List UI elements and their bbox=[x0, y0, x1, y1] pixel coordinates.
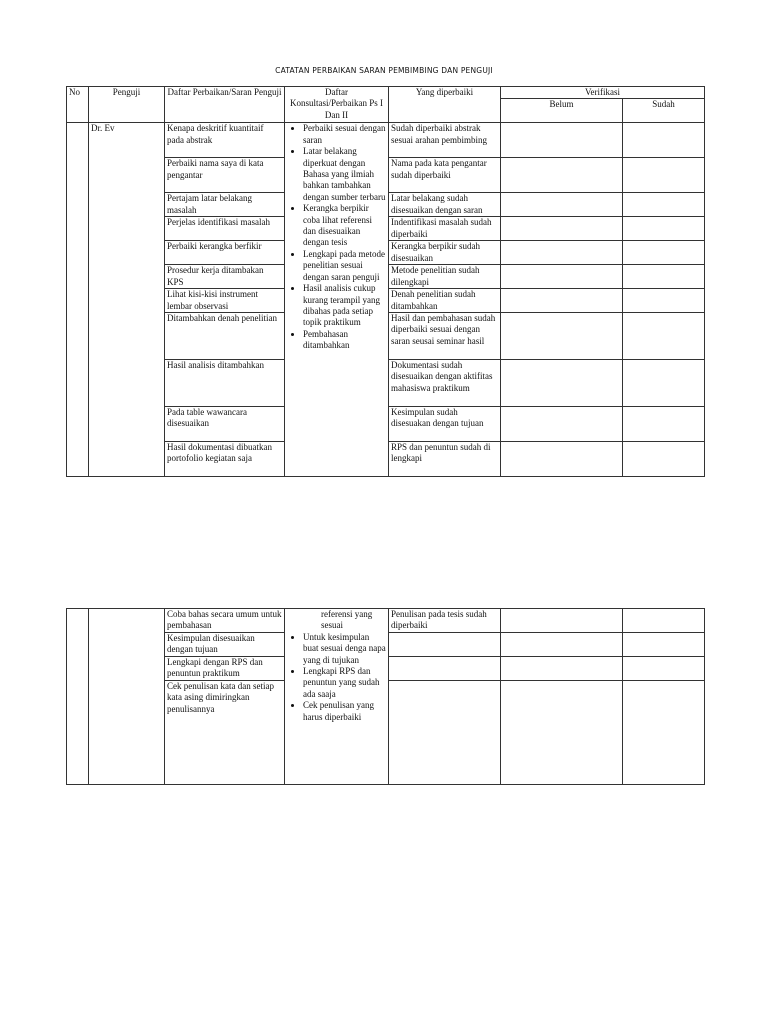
verifikasi-sudah bbox=[623, 241, 705, 265]
verifikasi-belum bbox=[501, 217, 623, 241]
saran-item: Perjelas identifikasi masalah bbox=[165, 217, 285, 241]
saran-item: Prosedur kerja ditambakan KPS bbox=[165, 265, 285, 289]
diperbaiki-item: Penulisan pada tesis sudah diperbaiki bbox=[389, 609, 501, 633]
diperbaiki-item: Metode penelitian sudah dilengkapi bbox=[389, 265, 501, 289]
cell-penguji bbox=[89, 609, 165, 785]
diperbaiki-item: Kesimpulan sudah disesuakan dengan tujuan bbox=[389, 407, 501, 442]
saran-item: Kesimpulan disesuaikan dengan tujuan bbox=[165, 633, 285, 657]
list-item: • Lengkapi RPS dan penuntun yang sudah ada saaja bbox=[303, 666, 386, 700]
verifikasi-belum bbox=[501, 289, 623, 313]
konsultasi-cell bbox=[285, 609, 389, 785]
verifikasi-belum bbox=[501, 265, 623, 289]
list-item: • Kerangka berpikir coba lihat referensi dan disesuaikan dengan tesis bbox=[303, 203, 386, 249]
verifikasi-belum bbox=[501, 681, 623, 785]
header-sudah: Sudah bbox=[623, 99, 705, 123]
diperbaiki-item: Kerangka berpikir sudah disesuaikan bbox=[389, 241, 501, 265]
verifikasi-sudah bbox=[623, 217, 705, 241]
verifikasi-sudah bbox=[623, 681, 705, 785]
saran-item: Coba bahas secara umum untuk pembahasan bbox=[165, 609, 285, 633]
verifikasi-sudah bbox=[623, 609, 705, 633]
verifikasi-sudah bbox=[623, 123, 705, 158]
verifikasi-belum bbox=[501, 360, 623, 407]
list-item: • Lengkapi pada metode penelitian sesuai dengan saran penguji bbox=[303, 249, 386, 283]
header-daftar-konsultasi: Daftar Konsultasi/Perbaikan Ps I Dan II bbox=[285, 87, 389, 123]
list-item: • Hasil analisis cukup kurang terampil yang dibahas pada setiap topik praktikum bbox=[303, 283, 386, 329]
saran-item: Lihat kisi-kisi instrument lembar observasi bbox=[165, 289, 285, 313]
saran-item: Ditambahkan denah penelitian bbox=[165, 313, 285, 360]
verifikasi-sudah bbox=[623, 265, 705, 289]
diperbaiki-item: Indentifikasi masalah sudah diperbaiki bbox=[389, 217, 501, 241]
list-item: • Latar belakang diperkuat dengan Bahasa yang ilmiah bahkan tambahkan dengan sumber terbaru bbox=[303, 146, 386, 203]
verifikasi-sudah bbox=[623, 360, 705, 407]
verifikasi-belum bbox=[501, 657, 623, 681]
list-item: • Pembahasan ditambahkan bbox=[303, 329, 386, 352]
verifikasi-belum bbox=[501, 158, 623, 193]
diperbaiki-item: RPS dan penuntun sudah di lengkapi bbox=[389, 442, 501, 477]
cell-no bbox=[67, 609, 89, 785]
konsultasi-list bbox=[287, 632, 386, 723]
konsultasi-list bbox=[287, 123, 386, 351]
verifikasi-belum bbox=[501, 609, 623, 633]
diperbaiki-item: Nama pada kata pengantar sudah diperbaiki bbox=[389, 158, 501, 193]
saran-item: Pertajam latar belakang masalah bbox=[165, 193, 285, 217]
saran-item: Pada table wawancara disesuaikan bbox=[165, 407, 285, 442]
saran-item: Perbaiki nama saya di kata pengantar bbox=[165, 158, 285, 193]
page-title: CATATAN PERBAIKAN SARAN PEMBIMBING DAN PENGUJI bbox=[275, 66, 493, 75]
header-no: No bbox=[67, 87, 89, 123]
verifikasi-sudah bbox=[623, 289, 705, 313]
saran-item: Hasil dokumentasi dibuatkan portofolio kegiatan saja bbox=[165, 442, 285, 477]
header-penguji: Penguji bbox=[89, 87, 165, 123]
verifikasi-sudah bbox=[623, 442, 705, 477]
verifikasi-belum bbox=[501, 633, 623, 657]
header-daftar-saran: Daftar Perbaikan/Saran Penguji bbox=[165, 87, 285, 123]
verifikasi-sudah bbox=[623, 158, 705, 193]
list-item: • Untuk kesimpulan buat sesuai denga napa yang di tujukan bbox=[303, 632, 386, 666]
header-belum: Belum bbox=[501, 99, 623, 123]
diperbaiki-item bbox=[389, 633, 501, 657]
cell-no bbox=[67, 123, 89, 477]
list-item: • Cek penulisan yang harus diperbaiki bbox=[303, 700, 386, 723]
list-item: • Perbaiki sesuai dengan saran bbox=[303, 123, 386, 146]
saran-item: Cek penulisan kata dan setiap kata asing dimiringkan penulisannya bbox=[165, 681, 285, 785]
saran-item: Lengkapi dengan RPS dan penuntun praktikum bbox=[165, 657, 285, 681]
verifikasi-sudah bbox=[623, 633, 705, 657]
header-yang-diperbaiki: Yang diperbaiki bbox=[389, 87, 501, 123]
konsultasi-continued: referensi yang sesuai bbox=[321, 609, 373, 631]
saran-item: Perbaiki kerangka berfikir bbox=[165, 241, 285, 265]
verifikasi-sudah bbox=[623, 657, 705, 681]
saran-item: Hasil analisis ditambahkan bbox=[165, 360, 285, 407]
diperbaiki-item: Dokumentasi sudah disesuaikan dengan aktifitas mahasiswa praktikum bbox=[389, 360, 501, 407]
verifikasi-belum bbox=[501, 442, 623, 477]
verifikasi-sudah bbox=[623, 193, 705, 217]
diperbaiki-item bbox=[389, 681, 501, 785]
verifikasi-belum bbox=[501, 241, 623, 265]
cell-penguji: Dr. Ev bbox=[89, 123, 165, 477]
verifikasi-belum bbox=[501, 193, 623, 217]
diperbaiki-item: Latar belakang sudah disesuaikan dengan saran bbox=[389, 193, 501, 217]
diperbaiki-item: Sudah diperbaiki abstrak sesuai arahan pembimbing bbox=[389, 123, 501, 158]
diperbaiki-item bbox=[389, 657, 501, 681]
diperbaiki-item: Hasil dan pembahasan sudah diperbaiki sesuai dengan saran seusai seminar hasil bbox=[389, 313, 501, 360]
konsultasi-cell bbox=[285, 123, 389, 477]
saran-item: Kenapa deskritif kuantitaif pada abstrak bbox=[165, 123, 285, 158]
verifikasi-sudah bbox=[623, 313, 705, 360]
revision-table-1 bbox=[66, 86, 705, 477]
header-verifikasi: Verifikasi bbox=[501, 87, 705, 99]
verifikasi-belum bbox=[501, 123, 623, 158]
verifikasi-belum bbox=[501, 313, 623, 360]
verifikasi-belum bbox=[501, 407, 623, 442]
verifikasi-sudah bbox=[623, 407, 705, 442]
revision-table-2 bbox=[66, 608, 705, 785]
diperbaiki-item: Denah penelitian sudah ditambahkan bbox=[389, 289, 501, 313]
